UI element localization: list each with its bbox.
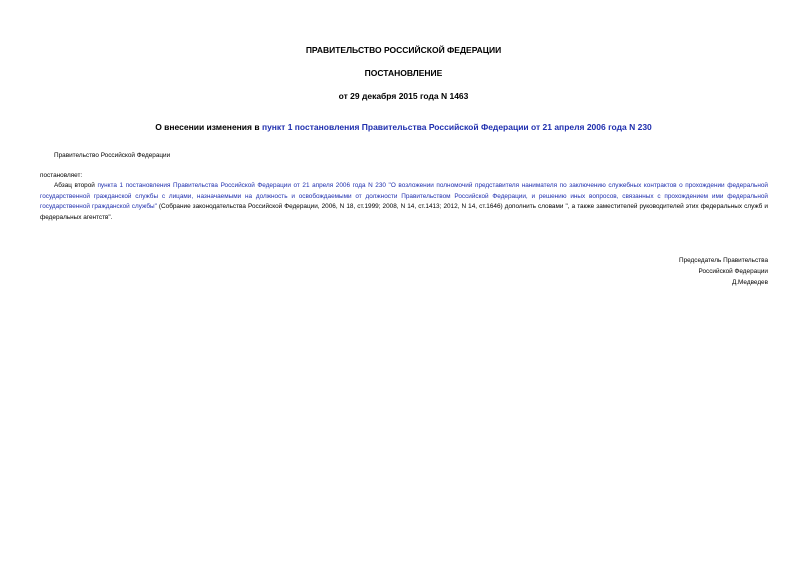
signature-name: Д.Медведев <box>731 279 768 286</box>
doc-type-heading: ПОСТАНОВЛЕНИЕ <box>364 68 443 78</box>
title-link[interactable]: пункт 1 постановления Правительства Российской Федерации от 21 апреля 2006 года N 230 <box>261 122 652 132</box>
decrees-line: постановляет: <box>40 172 83 179</box>
paragraph-prefix: Абзац второй <box>54 182 98 189</box>
signature-position: Председатель Правительства <box>679 257 768 264</box>
main-paragraph <box>40 181 768 223</box>
paragraph-link[interactable]: пункта 1 постановления Правительства Российской Федерации от 21 апреля 2006 года N 230 "О возложении полномочий представителя нанимателя по заключению служебных контрактов о прохождении федеральной государственной гражданской службы с лицами, назначаемыми на должность и освобождаемыми от должности Правительством Российской Федерации, и решению иных вопросов, связанных с прохождением ими федеральной государственной гражданской службы" <box>40 182 768 211</box>
government-line: Правительство Российской Федерации <box>54 152 171 159</box>
title-prefix: О внесении изменения в <box>155 122 262 132</box>
date-number-heading: от 29 декабря 2015 года N 1463 <box>338 91 469 101</box>
org-heading: ПРАВИТЕЛЬСТВО РОССИЙСКОЙ ФЕДЕРАЦИИ <box>305 45 502 55</box>
signature-organization: Российской Федерации <box>698 268 768 275</box>
document-title <box>0 122 807 133</box>
paragraph-suffix: (Собрание законодательства Российской Федерации, 2006, N 18, ст.1999; 2008, N 14, ст.1413; 2012, N 14, ст.1646) дополнить словами ", а также заместителей руководителей этих федеральных служб и федеральных агентств". <box>40 203 768 221</box>
